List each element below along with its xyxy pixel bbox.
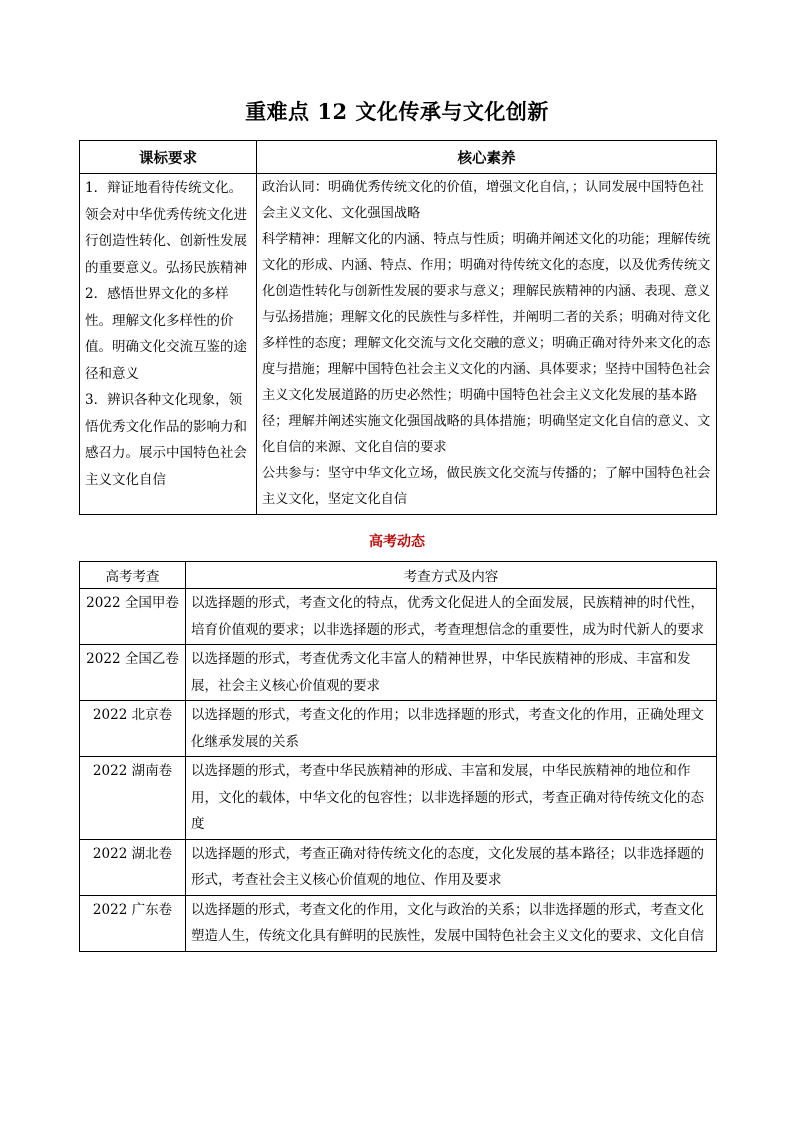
table-row	[80, 174, 717, 515]
exam-name-cell: 2022 湖南卷	[80, 757, 186, 840]
exam-name-cell: 2022 全国乙卷	[80, 645, 186, 701]
curriculum-requirements-cell	[80, 174, 257, 515]
exam-name-cell: 2022 全国甲卷	[80, 589, 186, 645]
column-header: 考查方式及内容	[186, 562, 717, 589]
table-row	[80, 839, 717, 895]
exam-content-cell: 以选择题的形式，考查正确对待传统文化的态度，文化发展的基本路径；以非选择题的形式，考查社会主义核心价值观的地位、作用及要求	[186, 839, 717, 895]
exam-content-cell: 以选择题的形式，考查文化的作用，文化与政治的关系；以非选择题的形式，考查文化塑造人生，传统文化具有鲜明的民族性，发展中国特色社会主义文化的要求、文化自信	[186, 895, 717, 951]
table-header-row	[80, 562, 717, 589]
table-row	[80, 701, 717, 757]
section-title: 高考动态	[369, 534, 425, 550]
exam-name-cell: 2022 广东卷	[80, 895, 186, 951]
competency-item: 政治认同：明确优秀传统文化的价值，增强文化自信，；认同发展中国特色社会主义文化、文化强国战略	[262, 180, 704, 221]
exam-content-cell: 以选择题的形式，考查优秀文化丰富人的精神世界，中华民族精神的形成、丰富和发展，社会主义核心价值观的要求	[186, 645, 717, 701]
competency-item: 公共参与：坚守中华文化立场，做民族文化交流与传播的；了解中国特色社会主义文化，坚定文化自信	[262, 466, 711, 507]
requirement-item: 3．辨识各种文化现象，领悟优秀文化作品的影响力和感召力。展示中国特色社会主义文化自信	[85, 392, 247, 488]
requirement-item: 2．感悟世界文化的多样性。理解文化多样性的价值。明确文化交流互鉴的途径和意义	[85, 286, 247, 382]
column-header: 高考考查	[80, 562, 186, 589]
column-header: 课标要求	[80, 141, 257, 174]
exam-content-cell: 以选择题的形式，考查文化的特点，优秀文化促进人的全面发展，民族精神的时代性，培育价值观的要求；以非选择题的形式，考查理想信念的重要性，成为时代新人的要求	[186, 589, 717, 645]
page-title: 重难点 12 文化传承与文化创新	[245, 99, 549, 124]
requirement-item: 1．辩证地看待传统文化。领会对中华优秀传统文化进行创造性转化、创新性发展的重要意义。弘扬民族精神	[85, 180, 247, 276]
exam-table	[79, 561, 717, 952]
exam-content-cell: 以选择题的形式，考查文化的作用；以非选择题的形式，考查文化的作用，正确处理文化继承发展的关系	[186, 701, 717, 757]
table-row	[80, 757, 717, 840]
exam-name-cell: 2022 北京卷	[80, 701, 186, 757]
core-competency-cell	[257, 174, 717, 515]
table-row	[80, 645, 717, 701]
table-row	[80, 589, 717, 645]
column-header: 核心素养	[257, 141, 717, 174]
competency-item: 科学精神：理解文化的内涵、特点与性质；明确并阐述文化的功能；理解传统文化的形成、内涵、特点、作用；明确对待传统文化的态度，以及优秀传统文化创造性转化与创新性发展的要求与意义；理解民族精神的内涵、表现、意义与弘扬措施；理解文化的民族性与多样性，并阐明二者的关系；明确对待文化多样性的态度；理解文化交流与文化交融的意义；明确正确对待外来文化的态度与措施；理解中国特色社会主义文化的内涵、具体要求；坚持中国特色社会主义文化发展道路的历史必然性；明确中国特色社会主义文化发展的基本路径；理解并阐述实施文化强国战略的具体措施；明确坚定文化自信的意义、文化自信的来源、文化自信的要求	[262, 232, 711, 455]
table-row	[80, 895, 717, 951]
exam-content-cell: 以选择题的形式，考查中华民族精神的形成、丰富和发展，中华民族精神的地位和作用，文化的载体，中华文化的包容性；以非选择题的形式，考查正确对待传统文化的态度	[186, 757, 717, 840]
requirements-table	[79, 140, 717, 515]
exam-name-cell: 2022 湖北卷	[80, 839, 186, 895]
table-header-row	[80, 141, 717, 174]
